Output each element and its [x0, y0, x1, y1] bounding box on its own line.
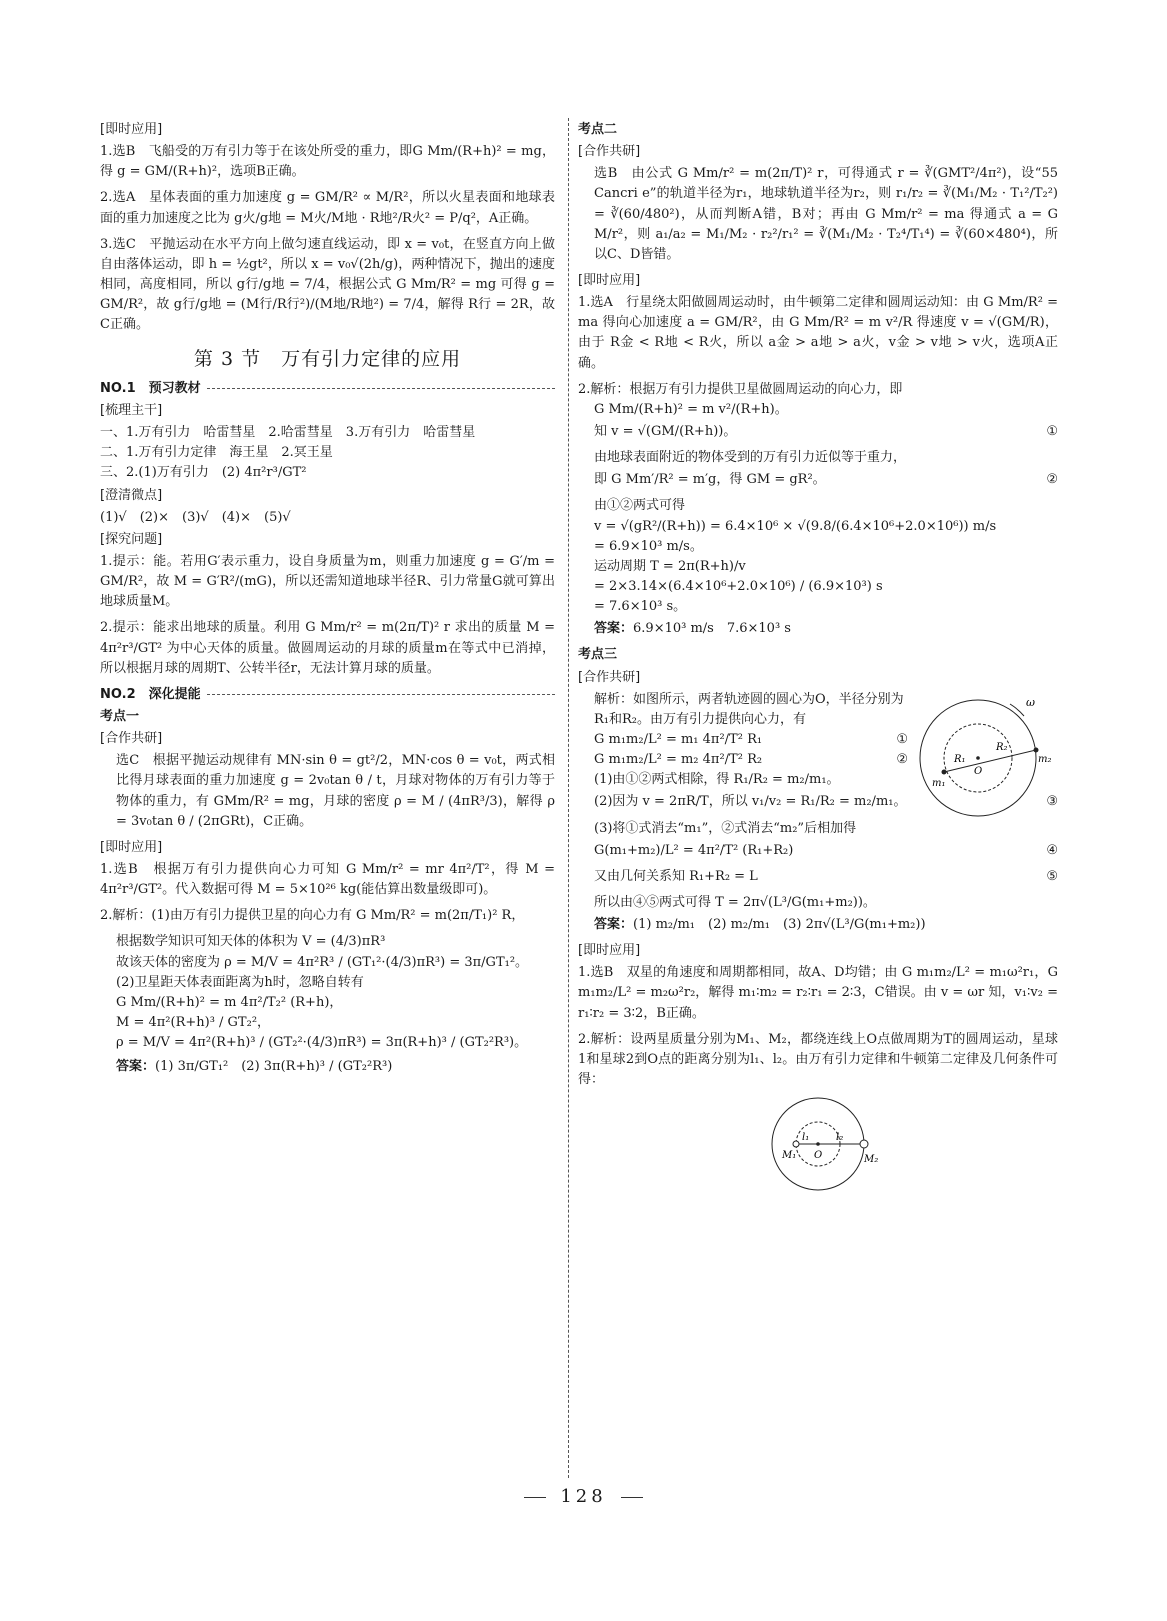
- kaodian-2: 考点二: [578, 122, 618, 137]
- label-O: O: [814, 1150, 823, 1162]
- label-M1: M₁: [782, 1150, 797, 1162]
- star-m1: [793, 1141, 799, 1147]
- heading-jishi-2: [ 即时应用 ]: [100, 838, 555, 858]
- kd3-line-1: (1)由①②两式相除，得 R₁/R₂ = m₂/m₁。: [594, 772, 840, 788]
- heading-hezuo-3: [ 合作共研 ]: [578, 668, 1058, 688]
- kd3-eq2: G m₁m₂/L² = m₂ 4π²/T² R₂: [594, 752, 763, 768]
- page: [100, 118, 1060, 1478]
- tanjiu-item-2: 2.提示：能求出地球的质量。利用 G Mm/r² = m(2π/T)² r 求出的质量 M = 4π²r³/GT² 为中心天体的质量。做圆周运动的月球的质量m在等式中已消掉，所以根据月球的周期T、公转半径r，无法计算月球的质量。: [100, 620, 555, 676]
- center-o: [816, 1142, 820, 1146]
- kd3-line-3: (3)将①式消去“m₁”，②式消去“m₂”后相加得: [594, 820, 857, 836]
- kd2-line-5: 由①②两式可得: [594, 498, 686, 514]
- heading-jishi-3: [ 即时应用 ]: [578, 271, 1058, 291]
- heading-hezuo-2: [ 合作共研 ]: [578, 142, 1058, 162]
- kd1-line-2: 故该天体的密度为 ρ = M/V = 4π²R³ / (GT₁²·(4/3)πR³) = 3π/GT₁²。: [116, 954, 529, 970]
- label-m1: m₁: [932, 777, 946, 789]
- kd2-line-4: 即 G Mm′/R² = m′g，得 GM = gR²。: [594, 472, 826, 488]
- no2-heading: [100, 685, 555, 705]
- kd2-hezuo: 选B 由公式 G Mm/r² = m(2π/T)² r，可得通式 r = ∛(GMT²/4π²)，设“55 Cancri e”的轨道半径为r₁，地球轨道半径为r₂，则 r₁/r₂ = ∛(M₁/M₂ · T₁²/T₂²) = ∛(60/480²)，从而判断A错，B对；再由 G Mm/r² = ma 得通式 a = G M/r²，则 a₁/a₂ = M₁/M₂ · r₂²/r₁² = ∛(M₁/M₂ · T₂⁴/T₁⁴) = ∛(60×480⁴)，所以C、D皆错。: [594, 166, 1058, 262]
- jishi-item-2: 2.选A 星体表面的重力加速度 g = GM/R² ∝ M/R²，所以火星表面和地球表面的重力加速度之比为 g火/g地 = M火/M地 · R地²/R火² = P/q²，A正确。: [100, 190, 555, 226]
- kd2-line-8: 运动周期 T = 2π(R+h)/v: [594, 558, 746, 574]
- kd1-line-4: G Mm/(R+h)² = m 4π²/T₂² (R+h)，: [116, 994, 343, 1010]
- kd2-line-6: v = √(gR²/(R+h)) = 6.4×10⁶ × √(9.8/(6.4×10⁶+2.0×10⁶)) m/s: [594, 518, 997, 534]
- shuli-line-1: 一、1.万有引力 哈雷彗星 2.哈雷彗星 3.万有引力 哈雷彗星: [100, 425, 476, 441]
- dashed-rule: [207, 388, 555, 389]
- answer-text: (1) 3π/GT₁² (2) 3π(R+h)³ / (GT₂²R³): [155, 1059, 393, 1075]
- heading-shuli: [ 梳理主干 ]: [100, 401, 555, 421]
- kd1-hezuo: 选C 根据平抛运动规律有 MN·sin θ = gt²/2，MN·cos θ = v₀t，两式相比得月球表面的重力加速度 g = 2v₀tan θ / t，月球对物体的万有引力等于物体的重力，有 GMm/R² = mg，月球的密度 ρ = M / (4πR³/3)，解得 ρ = 3v₀tan θ / (2πGRt)，C正确。: [116, 753, 555, 829]
- shuli-line-3: 三、2.(1)万有引力 (2) 4π²r³/GT²: [100, 465, 307, 481]
- kd3-eq-row-5: [578, 867, 1058, 887]
- kd3-line-5: 又由几何关系知 R₁+R₂ = L: [594, 868, 758, 884]
- label-M2: M₂: [864, 1154, 879, 1166]
- answer-text: (1) m₂/m₁ (2) m₂/m₁ (3) 2π√(L³/G(m₁+m₂)): [633, 917, 926, 933]
- kd3-head: 解析：如图所示，两者轨迹圆的圆心为O，半径分别为R₁和R₂。由万有引力提供向心力，有: [594, 691, 904, 727]
- dash-right: [621, 1497, 643, 1498]
- kd1-line-5: M = 4π²(R+h)³ / GT₂²，: [116, 1014, 271, 1030]
- heading-jishi-4: [ 即时应用 ]: [578, 941, 1058, 961]
- section-title: 第 3 节 万有引力定律的应用: [193, 348, 462, 371]
- kd3-answer: [578, 915, 1058, 935]
- page-number-text: 128: [560, 1486, 607, 1507]
- kd3-jishi-1: 1.选B 双星的角速度和周期都相同，故A、D均错；由 G m₁m₂/L² = m₁ω²r₁，G m₁m₂/L² = m₂ω²r₂，解得 m₁∶m₂ = r₂∶r₁ = 2∶3，C错误。由 v = ωr 知，v₁∶v₂ = r₁∶r₂ = 3∶2，B正确。: [578, 965, 1058, 1021]
- kd3-eq-row-1: [594, 730, 908, 750]
- shuli-line-2: 二、1.万有引力定律 海王星 2.冥王星: [100, 445, 333, 461]
- kd3-eq-row-4: [578, 841, 1058, 861]
- page-number: [0, 1483, 1167, 1511]
- answer-label: 答案：: [116, 1059, 156, 1075]
- rotation-arrow: [1010, 704, 1024, 716]
- circle-number-1b: ①: [896, 731, 908, 747]
- star-m2: [1034, 747, 1039, 752]
- kd1-jishi-1: 1.选B 根据万有引力提供向心力可知 G Mm/r² = mr 4π²/T²，得 M = 4π²r³/GT²。代入数据可得 M = 5×10²⁶ kg(能估算出数量级即可)。: [100, 861, 555, 898]
- kd3-eq-row-2: [594, 750, 908, 770]
- kd2-line-9: = 2×3.14×(6.4×10⁶+2.0×10⁶) / (6.9×10³) s: [594, 578, 883, 594]
- left-column: [100, 118, 555, 1077]
- kd2-jishi-1: 1.选A 行星绕太阳做圆周运动时，由牛顿第二定律和圆周运动知：由 G Mm/R² = ma 得向心加速度 a = GM/R²，由 G Mm/R² = m v²/R 得速度 v = √(GM/R)，由于 R金 < R地 < R火，所以 a金 > a地 > a火，v金 > v地 > v火，选项A正确。: [578, 295, 1058, 371]
- circle-number-2: ②: [1046, 472, 1058, 488]
- kd2-line-10: = 7.6×10³ s。: [594, 599, 687, 615]
- kd1-line-3: (2)卫星距天体表面距离为h时，忽略自转有: [116, 974, 364, 990]
- kd2-eq-row-2: [578, 470, 1058, 490]
- star-m1: [942, 769, 947, 774]
- jishi-item-1: 1.选B 飞船受的万有引力等于在该处所受的重力，即G Mm/(R+h)² = mg，得 g = GM/(R+h)²，选项B正确。: [100, 144, 555, 180]
- kaodian-3: 考点三: [578, 647, 618, 663]
- circle-number-5: ⑤: [1046, 868, 1058, 884]
- kd1-jishi-2: 2.解析：(1)由万有引力提供卫星的向心力有 G Mm/R² = m(2π/T₁)² R，: [100, 908, 525, 924]
- circle-number-4: ④: [1046, 842, 1058, 858]
- label-omega: ω: [1026, 695, 1035, 709]
- kd3-line-2: (2)因为 v = 2πR/T，所以 v₁/v₂ = R₁/R₂ = m₂/m₁。: [594, 794, 907, 810]
- kaodian-1: 考点一: [100, 708, 140, 724]
- center-o: [976, 756, 980, 760]
- kd2-eq-row-1: [578, 422, 1058, 442]
- label-r2: R₂: [996, 741, 1008, 753]
- kd1-line-1: 根据数学知识可知天体的体积为 V = (4/3)πR³: [116, 934, 386, 950]
- label-l2: l₂: [836, 1132, 844, 1144]
- chengqing-line: (1)√ (2)× (3)√ (4)× (5)√: [100, 509, 291, 525]
- label-r1: R₁: [954, 753, 966, 765]
- heading-hezuo: [ 合作共研 ]: [100, 729, 555, 749]
- kd3-jishi-2: 2.解析：设两星质量分别为M₁、M₂，都绕连线上O点做周期为T的圆周运动，星球1和星球2到O点的距离分别为l₁、l₂。由万有引力定律和牛顿第二定律及几何条件可得：: [578, 1031, 1058, 1088]
- answer-label: 答案：: [594, 917, 634, 933]
- kd3-line-4: G(m₁+m₂)/L² = 4π²/T² (R₁+R₂): [594, 842, 794, 858]
- label-m2: m₂: [1038, 753, 1052, 765]
- kd1-answer: [100, 1057, 555, 1077]
- answer-label: 答案：: [594, 621, 634, 637]
- tanjiu-item-1: 1.提示：能。若用G′表示重力，设自身质量为m，则重力加速度 g = G′/m = GM/R²，故 M = G′R²/(mG)，所以还需知道地球半径R、引力常量G就可算出地球质量M。: [100, 553, 555, 610]
- no1-heading: [100, 379, 555, 399]
- kd1-line-6: ρ = M/V = 4π²(R+h)³ / (GT₂²·(4/3)πR³) = 3π(R+h)³ / (GT₂²R³)。: [116, 1035, 528, 1051]
- circle-number-2b: ②: [896, 752, 908, 768]
- binary-star-diagram: [914, 690, 1052, 820]
- answer-text: 6.9×10³ m/s 7.6×10³ s: [633, 621, 791, 637]
- jishi-item-3: 3.选C 平抛运动在水平方向上做匀速直线运动，即 x = v₀t，在竖直方向上做自由落体运动，即 h = ½gt²，所以 x = v₀√(2h/g)，两种情况下，抛出的速度相同，高度相同，所以 g行/g地 = 7/4，根据公式 G Mm/R² = mg 可得 g = GM/R²，故 g行/g地 = (M行/R行²)/(M地/R地²) = 7/4，解得 R行 = 2R，故C正确。: [100, 236, 555, 333]
- dash-left: [524, 1497, 546, 1498]
- heading-jishi: [ 即时应用 ]: [100, 120, 555, 140]
- kd3-line-6: 所以由④⑤两式可得 T = 2π√(L³/G(m₁+m₂))。: [594, 894, 876, 910]
- no1-label: NO.1 预习教材: [100, 380, 201, 396]
- kd3-eq1: G m₁m₂/L² = m₁ 4π²/T² R₁: [594, 731, 763, 747]
- heading-chengqing: [ 澄清微点 ]: [100, 486, 555, 506]
- dashed-rule: [207, 694, 555, 695]
- kd2-answer: [578, 619, 1058, 639]
- heading-tanjiu: [ 探究问题 ]: [100, 530, 555, 550]
- circle-number-1: ①: [1046, 423, 1058, 439]
- column-divider: [568, 118, 569, 1478]
- kd2-line-7: = 6.9×10³ m/s。: [594, 538, 703, 554]
- label-l1: l₁: [802, 1132, 810, 1144]
- right-column: [578, 118, 1058, 1199]
- kd2-line-1: G Mm/(R+h)² = m v²/(R+h)。: [594, 401, 788, 417]
- star-m2: [860, 1140, 868, 1148]
- binary-star-diagram-2: [578, 1096, 1058, 1192]
- circle-number-3: ③: [1046, 794, 1058, 810]
- no2-label: NO.2 深化提能: [100, 686, 201, 702]
- kd2-line-3: 由地球表面附近的物体受到的万有引力近似等于重力，: [594, 450, 907, 466]
- kd2-line-2: 知 v = √(GM/(R+h))。: [594, 423, 737, 439]
- label-o: O: [974, 765, 983, 777]
- kd2-jishi-2-head: 2.解析：根据万有引力提供卫星做圆周运动的向心力，即: [578, 381, 903, 397]
